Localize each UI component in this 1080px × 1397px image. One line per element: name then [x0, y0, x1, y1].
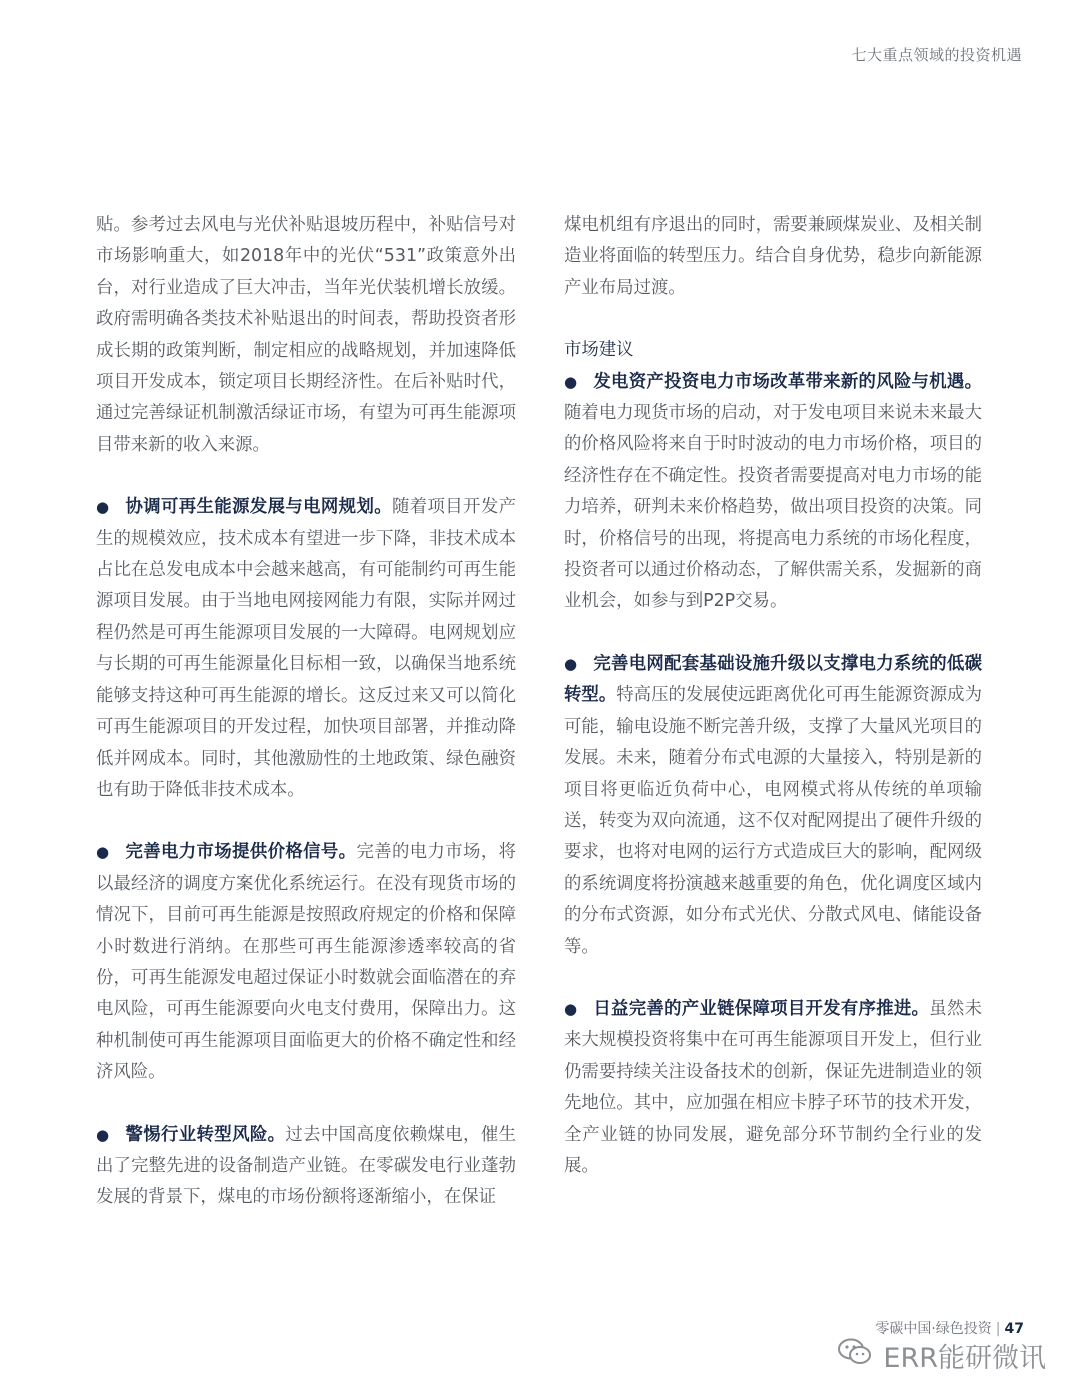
bullet-text: 完善的电力市场，将以最经济的调度方案优化系统运行。在没有现货市场的情况下，目前可再生能源是按照政府规定的价格和保障小时数进行消纳。在那些可再生能源渗透率较高的省份，可再生能源发电超过保证小时数就会面临潜在的弃电风险，可再生能源要向火电支付费用，保障出力。这种机制使可再生能源项目面临更大的价格不确定性和经济风险。 [96, 842, 516, 1083]
left-column [96, 210, 516, 1214]
publication-name: 零碳中国·绿色投资 [875, 1321, 992, 1337]
bullet-text: 过去中国高度依赖煤电，催生出了完整先进的设备制造产业链。在零碳发电行业蓬勃发展的背景下，煤电的市场份额将逐渐缩小，在保证 [96, 1124, 516, 1208]
bullet-dot-icon: ● [564, 999, 578, 1018]
paragraph: 煤电机组有序退出的同时，需要兼顾煤炭业、及相关制造业将面临的转型压力。结合自身优势，稳步向新能源产业布局过渡。 [564, 215, 982, 298]
bullet-item-price-signal [96, 837, 516, 1088]
bullet-text: 随着电力现货市场的启动，对于发电项目来说未来最大的价格风险将来自于时时波动的电力市场价格，项目的经济性存在不确定性。投资者需要提高对电力市场的能力培养，研判未来价格趋势，做出项目投资的决策。同时，价格信号的出现，将提高电力系统的市场化程度，投资者可以通过价格动态，了解供需关系，发掘新的商业机会，如参与到P2P交易。 [564, 403, 982, 612]
wechat-icon [837, 1337, 873, 1374]
subheading-market-advice: 市场建议 [564, 340, 634, 361]
bullet-dot-icon: ● [564, 372, 578, 391]
bullet-item-supply-chain [564, 994, 982, 1182]
watermark-text: ERR能研微讯 [883, 1343, 1046, 1374]
bullet-item-transition-risk [96, 1120, 516, 1214]
bullet-dot-icon: ● [96, 1125, 110, 1144]
paragraph: 贴。参考过去风电与光伏补贴退坡历程中，补贴信号对市场影响重大，如2018年中的光伏“531”政策意外出台，对行业造成了巨大冲击，当年光伏装机增长放缓。政府需明确各类技术补贴退出的时间表，帮助投资者形成长期的政策判断，制定相应的战略规划，并加速降低项目开发成本，锁定项目长期经济性。在后补贴时代，通过完善绿证机制激活绿证市场，有望为可再生能源项目带来新的收入来源。 [96, 215, 516, 455]
bullet-title: 完善电力市场提供价格信号。 [125, 842, 357, 863]
bullet-item-grid-infrastructure [564, 649, 982, 963]
page-number: 47 [1004, 1321, 1024, 1337]
section-header-title: 七大重点领域的投资机遇 [851, 46, 1022, 64]
bullet-title: 完善电网配套基础设施升级以支撑电力系统的低碳转型。 [564, 653, 982, 706]
footer-separator: | [995, 1321, 1001, 1337]
bullet-dot-icon: ● [564, 654, 578, 673]
bullet-item-grid-planning [96, 492, 516, 806]
bullet-item-power-market [564, 367, 982, 618]
bullet-title: 日益完善的产业链保障项目开发有序推进。 [593, 998, 930, 1019]
bullet-dot-icon: ● [96, 498, 110, 517]
bullet-title: 发电资产投资电力市场改革带来新的风险与机遇。 [593, 371, 982, 392]
bullet-title: 警惕行业转型风险。 [125, 1124, 286, 1145]
watermark [837, 1336, 1046, 1375]
bullet-title: 协调可再生能源发展与电网规划。 [125, 497, 392, 518]
page-footer [875, 1318, 1024, 1338]
bullet-text: 特高压的发展使远距离优化可再生能源资源成为可能，输电设施不断完善升级，支撑了大量风光项目的发展。未来，随着分布式电源的大量接入，特别是新的项目将更临近负荷中心，电网模式将从传统的单项输送，转变为双向流通，这不仅对配网提出了硬件升级的要求，也将对电网的运行方式造成巨大的影响，配网级的系统调度将扮演越来越重要的角色，优化调度区域内的分布式资源，如分布式光伏、分散式风电、储能设备等。 [564, 685, 982, 957]
bullet-dot-icon: ● [96, 843, 110, 862]
bullet-text: 虽然未来大规模投资将集中在可再生能源项目开发上，但行业仍需要持续关注设备技术的创新，保证先进制造业的领先地位。其中，应加强在相应卡脖子环节的技术开发，全产业链的协同发展，避免部分环节制约全行业的发展。 [564, 998, 982, 1176]
right-column [564, 210, 982, 1182]
bullet-text: 随着项目开发产生的规模效应，技术成本有望进一步下降，非技术成本占比在总发电成本中会越来越高，有可能制约可再生能源项目发展。由于当地电网接网能力有限，实际并网过程仍然是可再生能源项目发展的一大障碍。电网规划应与长期的可再生能源量化目标相一致，以确保当地系统能够支持这种可再生能源的增长。这反过来又可以简化可再生能源项目的开发过程，加快项目部署，并推动降低并网成本。同时，其他激励性的土地政策、绿色融资也有助于降低非技术成本。 [96, 497, 516, 800]
